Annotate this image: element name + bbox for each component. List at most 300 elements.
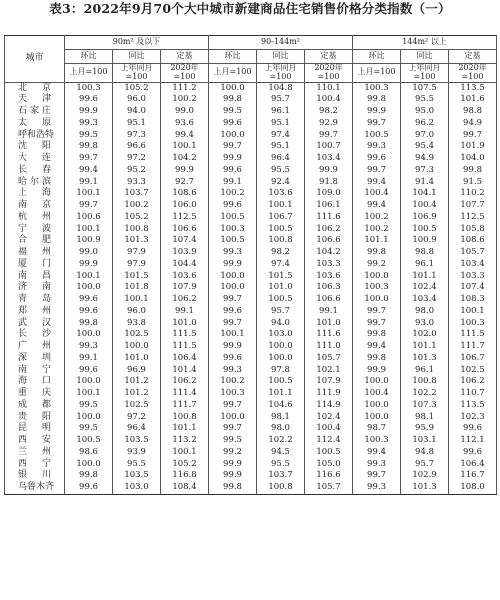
index-value: 94.8	[401, 447, 449, 459]
subcol-mom: 环比	[209, 50, 257, 64]
index-value: 102.5	[113, 400, 161, 412]
index-value: 116.6	[305, 470, 353, 482]
index-value: 97.3	[401, 165, 449, 177]
index-value: 98.6	[65, 447, 113, 459]
index-value: 97.4	[257, 259, 305, 271]
index-value: 100.0	[65, 376, 113, 388]
index-value: 97.2	[113, 153, 161, 165]
table-row	[5, 130, 497, 142]
subcol-base: 定基	[305, 50, 353, 64]
city-name: 成都	[5, 400, 65, 412]
index-value: 92.9	[305, 118, 353, 130]
index-value: 100.4	[401, 200, 449, 212]
index-value: 92.7	[161, 177, 209, 189]
base-mom: 上月=100	[353, 64, 401, 83]
city-name: 大连	[5, 153, 65, 165]
index-value: 101.0	[113, 353, 161, 365]
index-value: 97.9	[113, 259, 161, 271]
group-header-large: 144m² 以上	[353, 36, 497, 50]
index-value: 110.7	[449, 388, 497, 400]
index-value: 93.0	[401, 318, 449, 330]
index-value: 104.2	[161, 153, 209, 165]
index-value: 100.0	[65, 282, 113, 294]
table-row	[5, 141, 497, 153]
index-value: 95.2	[113, 165, 161, 177]
city-name: 福州	[5, 247, 65, 259]
index-value: 99.7	[65, 153, 113, 165]
index-value: 100.9	[401, 235, 449, 247]
index-value: 98.8	[401, 247, 449, 259]
index-value: 116.7	[449, 470, 497, 482]
table-row	[5, 423, 497, 435]
table-row	[5, 94, 497, 106]
index-value: 100.0	[257, 353, 305, 365]
index-value: 100.2	[353, 224, 401, 236]
index-value: 97.9	[113, 247, 161, 259]
index-value: 99.9	[161, 165, 209, 177]
index-value: 99.7	[353, 165, 401, 177]
city-name: 深圳	[5, 353, 65, 365]
index-value: 99.8	[353, 353, 401, 365]
index-value: 106.0	[161, 200, 209, 212]
index-value: 99.7	[353, 306, 401, 318]
city-name: 重庆	[5, 388, 65, 400]
index-value: 99.3	[65, 118, 113, 130]
index-value: 100.5	[257, 224, 305, 236]
index-value: 100.0	[65, 329, 113, 341]
index-value: 111.2	[161, 82, 209, 94]
index-value: 99.8	[209, 482, 257, 494]
index-value: 100.0	[65, 412, 113, 424]
index-value: 95.1	[113, 118, 161, 130]
subcol-mom: 环比	[65, 50, 113, 64]
index-value: 103.6	[257, 188, 305, 200]
index-value: 100.1	[209, 329, 257, 341]
index-value: 112.5	[449, 212, 497, 224]
index-value: 99.9	[209, 470, 257, 482]
index-value: 106.9	[401, 212, 449, 224]
index-value: 106.6	[305, 294, 353, 306]
index-value: 99.1	[209, 177, 257, 189]
index-value: 93.9	[113, 447, 161, 459]
index-value: 99.6	[65, 294, 113, 306]
index-value: 99.6	[209, 200, 257, 212]
base-yoy: 上年同月=100	[113, 64, 161, 83]
index-value: 111.5	[161, 329, 209, 341]
index-value: 95.7	[257, 306, 305, 318]
index-value: 101.1	[161, 423, 209, 435]
index-value: 103.4	[401, 294, 449, 306]
index-value: 111.7	[161, 400, 209, 412]
index-value: 100.0	[257, 341, 305, 353]
index-value: 101.0	[161, 318, 209, 330]
index-value: 108.3	[449, 294, 497, 306]
index-value: 99.4	[65, 165, 113, 177]
index-value: 94.9	[449, 118, 497, 130]
table-row	[5, 235, 497, 247]
table-row	[5, 341, 497, 353]
index-value: 100.3	[209, 224, 257, 236]
city-name: 合肥	[5, 235, 65, 247]
base-yoy: 上年同月=100	[257, 64, 305, 83]
index-value: 100.1	[65, 224, 113, 236]
index-value: 98.2	[305, 106, 353, 118]
city-column-header: 城市	[5, 36, 65, 83]
index-value: 100.4	[353, 388, 401, 400]
index-value: 107.7	[449, 200, 497, 212]
city-name: 南昌	[5, 271, 65, 283]
table-row	[5, 212, 497, 224]
city-name: 厦门	[5, 259, 65, 271]
subcol-base: 定基	[161, 50, 209, 64]
index-value: 101.9	[449, 141, 497, 153]
index-value: 99.7	[209, 294, 257, 306]
index-value: 101.3	[113, 235, 161, 247]
index-value: 93.6	[161, 118, 209, 130]
index-value: 96.1	[401, 365, 449, 377]
index-value: 103.7	[257, 470, 305, 482]
index-value: 99.6	[353, 153, 401, 165]
index-value: 100.0	[353, 376, 401, 388]
index-value: 103.4	[305, 153, 353, 165]
index-value: 106.2	[161, 294, 209, 306]
index-value: 101.0	[305, 318, 353, 330]
index-value: 100.0	[353, 400, 401, 412]
index-value: 99.1	[161, 306, 209, 318]
index-value: 110.2	[449, 188, 497, 200]
table-row	[5, 318, 497, 330]
table-row	[5, 447, 497, 459]
index-value: 102.2	[257, 435, 305, 447]
index-value: 100.4	[305, 94, 353, 106]
city-name: 宁波	[5, 224, 65, 236]
index-value: 99.7	[209, 423, 257, 435]
city-name: 长沙	[5, 329, 65, 341]
subcol-yoy: 同比	[113, 50, 161, 64]
index-value: 103.5	[113, 470, 161, 482]
index-value: 106.6	[305, 235, 353, 247]
index-value: 107.4	[161, 235, 209, 247]
index-value: 100.0	[209, 271, 257, 283]
index-value: 99.0	[65, 247, 113, 259]
index-value: 91.4	[401, 177, 449, 189]
index-value: 99.9	[65, 106, 113, 118]
index-value: 100.3	[353, 82, 401, 94]
index-value: 100.1	[161, 141, 209, 153]
index-value: 106.2	[449, 376, 497, 388]
index-value: 105.2	[113, 212, 161, 224]
index-value: 99.3	[209, 365, 257, 377]
index-value: 112.5	[161, 212, 209, 224]
index-value: 113.2	[161, 435, 209, 447]
index-value: 99.9	[209, 459, 257, 471]
index-value: 93.8	[113, 318, 161, 330]
index-value: 100.3	[65, 82, 113, 94]
index-value: 103.6	[161, 271, 209, 283]
index-value: 99.7	[209, 318, 257, 330]
index-value: 95.5	[113, 459, 161, 471]
table-row	[5, 224, 497, 236]
index-value: 99.7	[209, 141, 257, 153]
index-value: 102.5	[449, 365, 497, 377]
index-value: 99.1	[65, 177, 113, 189]
index-value: 91.8	[305, 177, 353, 189]
city-name: 石家庄	[5, 106, 65, 118]
index-value: 95.5	[257, 459, 305, 471]
index-value: 99.1	[305, 306, 353, 318]
index-value: 96.6	[113, 141, 161, 153]
table-row	[5, 200, 497, 212]
index-value: 101.1	[257, 388, 305, 400]
index-value: 106.7	[449, 353, 497, 365]
city-name: 沈阳	[5, 141, 65, 153]
index-value: 104.4	[161, 259, 209, 271]
index-value: 98.1	[401, 412, 449, 424]
table-header	[5, 36, 497, 83]
index-value: 100.5	[353, 130, 401, 142]
index-value: 97.8	[257, 365, 305, 377]
index-value: 99.3	[353, 459, 401, 471]
index-value: 95.4	[401, 141, 449, 153]
index-value: 99.5	[209, 106, 257, 118]
index-value: 99.9	[65, 259, 113, 271]
index-value: 100.0	[209, 412, 257, 424]
index-value: 99.8	[65, 141, 113, 153]
city-name: 广州	[5, 341, 65, 353]
index-value: 96.2	[401, 118, 449, 130]
table-row	[5, 259, 497, 271]
city-name: 银川	[5, 470, 65, 482]
city-name: 哈尔滨	[5, 177, 65, 189]
index-value: 111.7	[449, 341, 497, 353]
base-2020: 2020年=100	[305, 64, 353, 83]
city-name: 杭州	[5, 212, 65, 224]
table-row	[5, 470, 497, 482]
index-value: 99.8	[449, 165, 497, 177]
index-value: 95.5	[257, 165, 305, 177]
index-value: 100.1	[161, 447, 209, 459]
index-value: 99.6	[209, 165, 257, 177]
index-value: 103.7	[113, 188, 161, 200]
index-value: 99.6	[65, 482, 113, 494]
index-value: 100.0	[353, 294, 401, 306]
index-value: 106.4	[161, 353, 209, 365]
index-value: 96.1	[401, 259, 449, 271]
city-name: 南京	[5, 200, 65, 212]
city-name: 兰州	[5, 447, 65, 459]
index-value: 95.1	[257, 141, 305, 153]
index-value: 99.9	[353, 106, 401, 118]
index-value: 99.4	[353, 177, 401, 189]
index-value: 94.5	[257, 447, 305, 459]
index-value: 99.6	[449, 423, 497, 435]
index-value: 99.6	[209, 118, 257, 130]
index-value: 98.0	[401, 306, 449, 318]
index-value: 106.1	[305, 200, 353, 212]
index-value: 99.7	[305, 130, 353, 142]
index-value: 101.2	[113, 388, 161, 400]
index-value: 100.0	[353, 271, 401, 283]
index-value: 103.9	[161, 247, 209, 259]
index-value: 93.3	[113, 177, 161, 189]
index-value: 99.7	[65, 200, 113, 212]
index-value: 99.9	[209, 341, 257, 353]
index-value: 99.6	[65, 365, 113, 377]
index-value: 108.6	[161, 188, 209, 200]
index-value: 101.2	[113, 376, 161, 388]
table-row	[5, 247, 497, 259]
table-row	[5, 106, 497, 118]
table-title: 表3：2022年9月70个大中城市新建商品住宅销售价格分类指数（一）	[49, 1, 451, 16]
index-value: 101.5	[113, 271, 161, 283]
subcol-base: 定基	[449, 50, 497, 64]
index-value: 99.5	[65, 400, 113, 412]
city-name: 济南	[5, 282, 65, 294]
index-value: 100.8	[257, 482, 305, 494]
index-value: 99.7	[353, 470, 401, 482]
index-value: 99.8	[353, 247, 401, 259]
index-value: 99.7	[449, 130, 497, 142]
index-value: 100.5	[209, 235, 257, 247]
index-value: 99.7	[353, 118, 401, 130]
index-value: 99.4	[161, 130, 209, 142]
table-row	[5, 353, 497, 365]
table-row	[5, 306, 497, 318]
base-2020: 2020年=100	[161, 64, 209, 83]
table-row	[5, 365, 497, 377]
index-value: 100.3	[449, 318, 497, 330]
index-value: 99.2	[353, 259, 401, 271]
index-value: 100.3	[353, 282, 401, 294]
index-value: 96.1	[257, 106, 305, 118]
index-value: 111.6	[305, 212, 353, 224]
table-row	[5, 400, 497, 412]
index-value: 100.4	[305, 423, 353, 435]
index-value: 111.9	[305, 388, 353, 400]
index-value: 100.6	[65, 212, 113, 224]
index-value: 100.1	[449, 306, 497, 318]
index-value: 100.5	[257, 294, 305, 306]
index-value: 99.9	[209, 259, 257, 271]
table-row	[5, 82, 497, 94]
index-value: 100.2	[113, 200, 161, 212]
index-value: 104.2	[305, 247, 353, 259]
index-value: 113.5	[449, 82, 497, 94]
table-row	[5, 282, 497, 294]
index-value: 100.8	[113, 224, 161, 236]
index-value: 103.3	[305, 259, 353, 271]
index-value: 95.1	[257, 118, 305, 130]
group-header-medium: 90-144m²	[209, 36, 353, 50]
index-value: 97.0	[401, 130, 449, 142]
index-value: 98.1	[257, 412, 305, 424]
index-value: 99.9	[305, 165, 353, 177]
city-name: 长春	[5, 165, 65, 177]
index-value: 96.4	[113, 423, 161, 435]
index-value: 101.4	[161, 365, 209, 377]
index-value: 107.3	[401, 400, 449, 412]
index-value: 102.1	[305, 365, 353, 377]
index-value: 101.6	[449, 94, 497, 106]
index-value: 112.1	[449, 435, 497, 447]
city-name: 贵阳	[5, 412, 65, 424]
base-yoy: 上年同月=100	[401, 64, 449, 83]
index-value: 100.1	[257, 200, 305, 212]
table-row	[5, 376, 497, 388]
index-value: 100.2	[209, 376, 257, 388]
city-name: 乌鲁木齐	[5, 482, 65, 494]
table-row	[5, 118, 497, 130]
index-value: 103.0	[113, 482, 161, 494]
index-value: 105.2	[113, 82, 161, 94]
index-value: 102.3	[449, 412, 497, 424]
index-value: 107.9	[305, 376, 353, 388]
index-value: 111.0	[305, 341, 353, 353]
city-name: 海口	[5, 376, 65, 388]
index-value: 95.5	[401, 94, 449, 106]
index-value: 99.0	[161, 106, 209, 118]
index-value: 98.2	[257, 247, 305, 259]
index-value: 104.0	[449, 153, 497, 165]
index-value: 99.6	[209, 353, 257, 365]
base-mom: 上月=100	[65, 64, 113, 83]
index-value: 100.2	[353, 212, 401, 224]
index-value: 100.1	[65, 388, 113, 400]
price-index-table	[4, 35, 497, 495]
index-value: 96.0	[113, 306, 161, 318]
index-value: 99.4	[353, 341, 401, 353]
index-value: 99.4	[353, 200, 401, 212]
index-value: 110.1	[305, 82, 353, 94]
city-name: 西宁	[5, 459, 65, 471]
index-value: 100.3	[353, 435, 401, 447]
index-value: 108.0	[449, 482, 497, 494]
index-value: 100.1	[65, 188, 113, 200]
index-value: 100.0	[353, 412, 401, 424]
index-value: 99.5	[65, 130, 113, 142]
city-name: 上海	[5, 188, 65, 200]
index-value: 99.8	[353, 94, 401, 106]
index-value: 105.2	[161, 459, 209, 471]
index-value: 101.1	[401, 341, 449, 353]
index-value: 107.5	[401, 82, 449, 94]
index-value: 91.5	[449, 177, 497, 189]
index-value: 100.0	[113, 341, 161, 353]
index-value: 99.3	[353, 141, 401, 153]
index-value: 97.2	[113, 412, 161, 424]
index-value: 102.5	[113, 329, 161, 341]
index-value: 101.8	[113, 282, 161, 294]
index-value: 102.9	[401, 470, 449, 482]
index-value: 99.3	[65, 341, 113, 353]
index-value: 113.5	[449, 400, 497, 412]
index-value: 96.4	[257, 153, 305, 165]
index-value: 100.0	[209, 282, 257, 294]
index-value: 100.1	[65, 271, 113, 283]
city-name: 太原	[5, 118, 65, 130]
index-value: 101.0	[257, 282, 305, 294]
index-value: 99.1	[65, 353, 113, 365]
index-value: 103.3	[449, 271, 497, 283]
index-value: 105.7	[305, 482, 353, 494]
index-value: 99.2	[209, 447, 257, 459]
index-value: 106.2	[305, 224, 353, 236]
index-value: 103.6	[305, 271, 353, 283]
city-name: 北京	[5, 82, 65, 94]
index-value: 104.8	[257, 82, 305, 94]
index-value: 102.4	[305, 412, 353, 424]
group-header-small: 90m² 及以下	[65, 36, 209, 50]
